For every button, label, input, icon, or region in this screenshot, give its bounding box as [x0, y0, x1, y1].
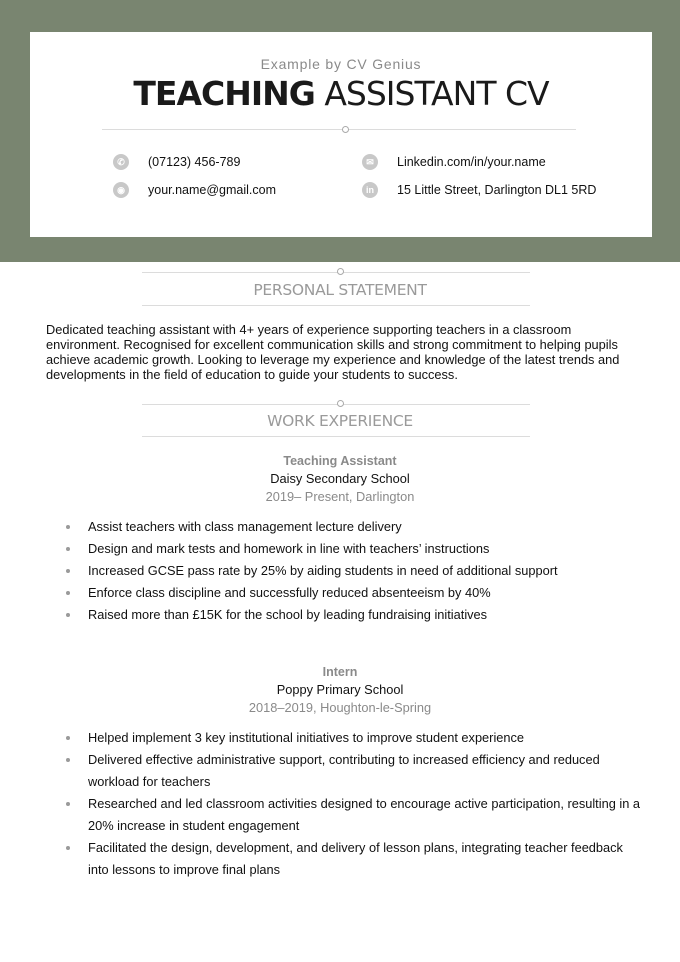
- contact-phone[interactable]: [113, 154, 240, 170]
- job-role: Intern: [322, 665, 358, 679]
- envelope-icon: ✉: [362, 154, 378, 170]
- contact-address: [362, 182, 596, 198]
- divider-ring-icon: [337, 400, 344, 407]
- job-header: [0, 665, 680, 715]
- contact-text: 15 Little Street, Darlington DL1 5RD: [397, 183, 597, 197]
- list-item: Raised more than £15K for the school by leading fundraising initiatives: [66, 604, 558, 626]
- job-header: [0, 454, 680, 504]
- section-divider-bottom: [142, 436, 530, 437]
- divider-ring-icon: [342, 126, 349, 133]
- linkedin-icon: in: [362, 182, 378, 198]
- divider-ring-icon: [337, 268, 344, 275]
- list-item: Facilitated the design, development, and delivery of lesson plans, integrating teacher feedback into lessons to improve final plans: [66, 837, 646, 881]
- contact-text: your.name@gmail.com: [148, 183, 277, 197]
- cv-title: [30, 74, 652, 113]
- section-heading-work-experience: WORK EXPERIENCE: [267, 412, 413, 430]
- job-bullets: [66, 727, 646, 881]
- contact-text: Linkedin.com/in/your.name: [397, 155, 546, 169]
- job-organization: Poppy Primary School: [276, 682, 404, 697]
- contact-linkedin-url[interactable]: [362, 154, 546, 170]
- list-item: Helped implement 3 key institutional initiatives to improve student experience: [66, 727, 646, 749]
- contact-email[interactable]: [113, 182, 276, 198]
- section-divider-bottom: [142, 305, 530, 306]
- byline: Example by CV Genius: [260, 56, 422, 72]
- section-heading-personal-statement: PERSONAL STATEMENT: [253, 281, 427, 299]
- contact-text: (07123) 456-789: [148, 155, 241, 169]
- job-dates-location: 2019– Present, Darlington: [265, 489, 415, 504]
- job-dates-location: 2018–2019, Houghton-le-Spring: [248, 700, 432, 715]
- location-pin-icon: ◉: [113, 182, 129, 198]
- personal-statement-text: Dedicated teaching assistant with 4+ years of experience supporting teachers in a classroom environment. Recognised for excellent communication skills and strong commitment to helping pupils achieve academic growth. Looking to leverage my experience and knowledge of the latest trends and developments in the field of education to guide your students to success.: [46, 322, 620, 382]
- job-role: Teaching Assistant: [283, 454, 397, 468]
- list-item: Design and mark tests and homework in line with teachers’ instructions: [66, 538, 558, 560]
- header-divider: [102, 129, 576, 130]
- list-item: Researched and led classroom activities designed to encourage active participation, resulting in a 20% increase in student engagement: [66, 793, 646, 837]
- job-organization: Daisy Secondary School: [270, 471, 410, 486]
- section-divider-top: [142, 272, 530, 273]
- header-card: [30, 32, 652, 237]
- cv-title-bold: TEACHING: [133, 74, 315, 113]
- list-item: Assist teachers with class management lecture delivery: [66, 516, 558, 538]
- section-divider-top: [142, 404, 530, 405]
- list-item: Delivered effective administrative support, contributing to increased efficiency and reduced workload for teachers: [66, 749, 646, 793]
- cv-title-light: ASSISTANT CV: [324, 74, 549, 113]
- list-item: Increased GCSE pass rate by 25% by aiding students in need of additional support: [66, 560, 558, 582]
- list-item: Enforce class discipline and successfully reduced absenteeism by 40%: [66, 582, 558, 604]
- phone-icon: ✆: [113, 154, 129, 170]
- job-bullets: [66, 516, 558, 626]
